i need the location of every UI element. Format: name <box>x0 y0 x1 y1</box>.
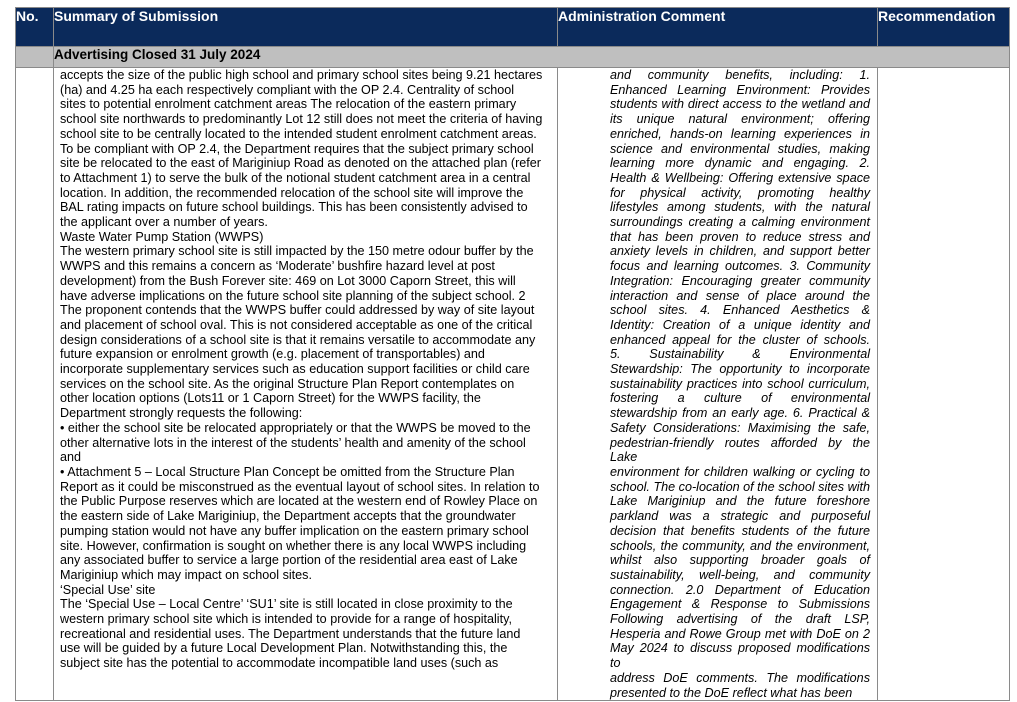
summary-line: development) from the Bush Forever site: 469 on Lot 3000 Caporn Street, this will <box>60 273 516 288</box>
admin-comment-line: whilst also supporting broader goals of <box>610 553 870 568</box>
summary-line: the Public Purpose reserves which are located at the western end of Rowley Place on <box>60 494 538 509</box>
admin-comment-line: pedestrian-friendly routes afforded by the Lake <box>610 435 870 465</box>
admin-comment-line: for physical activity, promoting healthy <box>610 185 870 200</box>
admin-comment-line: lifestyles among students, with the natural <box>610 200 870 215</box>
summary-line: accepts the size of the public high school and primary school sites being 9.21 hectares <box>60 68 543 82</box>
admin-comment-line: environment for children walking or cycling to <box>610 464 870 479</box>
summary-line: western primary school site which is intended to provide for a range of hospitality, <box>60 612 512 627</box>
header-recommendation: Recommendation <box>878 8 1010 47</box>
header-admin-comment: Administration Comment <box>558 8 878 47</box>
header-no: No. <box>16 8 54 47</box>
submissions-table <box>15 7 1010 701</box>
admin-comment-line: 5. Sustainability & Environmental <box>610 347 870 362</box>
admin-comment-line: anxiety levels in children, and support better <box>610 244 870 259</box>
summary-line: recreational and residential uses. The Department understands that the future land <box>60 626 521 641</box>
submission-row <box>16 68 1010 701</box>
admin-comment-line: that has been proven to reduce stress and <box>610 229 870 244</box>
summary-line: use will be guided by a future Local Development Plan. Notwithstanding this, the <box>60 641 508 656</box>
summary-line: WWPS and this remains a concern as ‘Moderate’ bushfire hazard level at post <box>60 259 495 274</box>
summary-cell <box>54 68 558 701</box>
summary-line: school site northwards to predominantly Lot 12 still does not meet the criteria of having <box>60 112 543 127</box>
admin-comment-cell <box>558 68 878 701</box>
admin-comment-line: Stewardship: The opportunity to incorporate <box>610 362 870 377</box>
admin-comment-line: sustainability, well-being, and community <box>610 567 870 582</box>
summary-line: any associated buffer to service a large portion of the residential area east of Lake <box>60 553 518 568</box>
admin-comment-line: enhanced appeal for the cluster of schools. <box>610 332 870 347</box>
summary-line: future expansion or enrolment growth (e.g. placement of transportables) and <box>60 347 485 362</box>
admin-comment-line: Enhanced Learning Environment: Provides <box>610 82 870 97</box>
summary-line: site be relocated to the east of Mariginiup Road as denoted on the attached plan (refer <box>60 156 541 171</box>
recommendation-cell <box>878 68 1010 701</box>
admin-comment-line: Lake Mariginiup and the future foreshore <box>610 494 870 509</box>
admin-comment-line: Following advertising of the draft LSP, <box>610 612 870 627</box>
admin-comment-line: learning more dynamic and engaging. 2. <box>610 156 870 171</box>
summary-line: pumping station would not have any buffer implication on the eastern primary school <box>60 523 529 538</box>
summary-line: • Attachment 5 – Local Structure Plan Concept be omitted from the Structure Plan <box>60 464 515 479</box>
summary-line: • either the school site be relocated appropriately or that the WWPS be moved to the <box>60 420 531 435</box>
admin-comment-line: May 2024 to discuss proposed modifications to <box>610 641 870 671</box>
summary-line: The proponent contends that the WWPS buffer could addressed by way of site layout <box>60 303 535 318</box>
admin-comment-line: Integration: Encouraging greater community <box>610 273 870 288</box>
section-title: Advertising Closed 31 July 2024 <box>54 47 1010 68</box>
summary-line: and <box>60 450 82 465</box>
summary-line: To be compliant with OP 2.4, the Department requires that the subject primary school <box>60 141 534 156</box>
summary-line: other location options (Lots11 or 1 Caporn Street) for the WWPS facility, the <box>60 391 481 406</box>
summary-line: have adverse implications on the future school site planning of the subject school. 2 <box>60 288 526 303</box>
summary-line: ‘Special Use’ site <box>60 582 156 597</box>
summary-line: BAL rating impacts on future school buildings. This has been consistently advised to <box>60 200 528 215</box>
summary-line: Report as it could be misconstrued as the eventual layout of school sites. In relation to <box>60 479 540 494</box>
summary-line: services on the school site. As the original Structure Plan Report contemplates on <box>60 376 515 391</box>
summary-line: the applicant over a number of years. <box>60 215 268 230</box>
admin-comment-line: connection. 2.0 Department of Education <box>610 582 870 597</box>
summary-line: other alternative lots in the interest of the students’ health and amenity of the school <box>60 435 526 450</box>
summary-line: location. In addition, the recommended relocation of the school site will improve the <box>60 185 524 200</box>
admin-comment-text <box>610 68 870 700</box>
admin-comment-line: fostering a culture of environmental <box>610 391 870 406</box>
header-summary: Summary of Submission <box>54 8 558 47</box>
admin-comment-line: Health & Wellbeing: Offering extensive space <box>610 170 870 185</box>
admin-comment-line: science and environmental studies, making <box>610 141 870 156</box>
summary-line: the eastern side of Lake Mariginiup, the Department accepts that the groundwater <box>60 509 516 524</box>
admin-comment-line: enriched, hands-on learning experiences in <box>610 126 870 141</box>
summary-line: The ‘Special Use – Local Centre’ ‘SU1’ site is still located in close proximity to the <box>60 597 513 612</box>
section-no-cell <box>16 47 54 68</box>
header-row <box>16 8 1010 47</box>
admin-comment-line: and community benefits, including: 1. <box>610 68 870 82</box>
admin-comment-line: sustainability practices into school curriculum, <box>610 376 870 391</box>
section-row <box>16 47 1010 68</box>
admin-comment-line: schools, the community, and the environment, <box>610 538 870 553</box>
summary-line: site. However, confirmation is sought on whether there is any local WWPS including <box>60 538 527 553</box>
summary-line: The western primary school site is still impacted by the 150 metre odour buffer by the <box>60 244 534 259</box>
summary-line: (ha) and 4.25 ha each respectively compliant with the OP 2.4. Centrality of school <box>60 82 515 97</box>
admin-comment-line: Hesperia and Rowe Group met with DoE on 2 <box>610 626 870 641</box>
admin-comment-line: presented to the DoE reflect what has been <box>610 685 853 700</box>
summary-line: school site to be centrally located to the intended student enrolment catchment areas. <box>60 126 537 141</box>
summary-text <box>60 68 551 671</box>
admin-comment-line: decision that benefits students of the future <box>610 523 870 538</box>
summary-line: and placement of school oval. This is not considered acceptable as one of the critical <box>60 317 533 332</box>
admin-comment-line: school sites. 4. Enhanced Aesthetics & <box>610 303 870 318</box>
admin-comment-line: its unique natural environment; offering <box>610 112 870 127</box>
admin-comment-line: address DoE comments. The modifications <box>610 670 870 685</box>
admin-comment-line: parkland was a strategic and purposeful <box>610 509 870 524</box>
admin-comment-line: Identity: Creation of a unique identity and <box>610 317 870 332</box>
no-cell <box>16 68 54 701</box>
admin-comment-line: Engagement & Response to Submissions <box>610 597 870 612</box>
admin-comment-line: stewardship from an early age. 6. Practical & <box>610 406 870 421</box>
admin-comment-line: focus and learning outcomes. 3. Community <box>610 259 870 274</box>
admin-comment-line: students with direct access to the wetland and <box>610 97 870 112</box>
summary-line: sites to potential enrolment catchment areas The relocation of the eastern primary <box>60 97 517 112</box>
summary-line: subject site has the potential to accommodate incompatible land uses (such as <box>60 656 499 671</box>
admin-comment-line: interaction and sense of place around the <box>610 288 870 303</box>
admin-comment-line: school. The co-location of the school sites with <box>610 479 870 494</box>
summary-line: to Attachment 1) to serve the bulk of the notional student catchment area in a central <box>60 170 531 185</box>
admin-comment-line: Safety Considerations: Maximising the safe, <box>610 420 870 435</box>
admin-comment-line: surroundings creating a calming environment <box>610 215 870 230</box>
summary-line: Waste Water Pump Station (WWPS) <box>60 229 264 244</box>
summary-line: Mariginiup which may impact on school sites. <box>60 567 312 582</box>
summary-line: Department strongly requests the following: <box>60 406 303 421</box>
summary-line: incorporate supplementary services such as education support facilities or child care <box>60 362 530 377</box>
summary-line: design considerations of a school site is that it remains versatile to accommodate any <box>60 332 536 347</box>
